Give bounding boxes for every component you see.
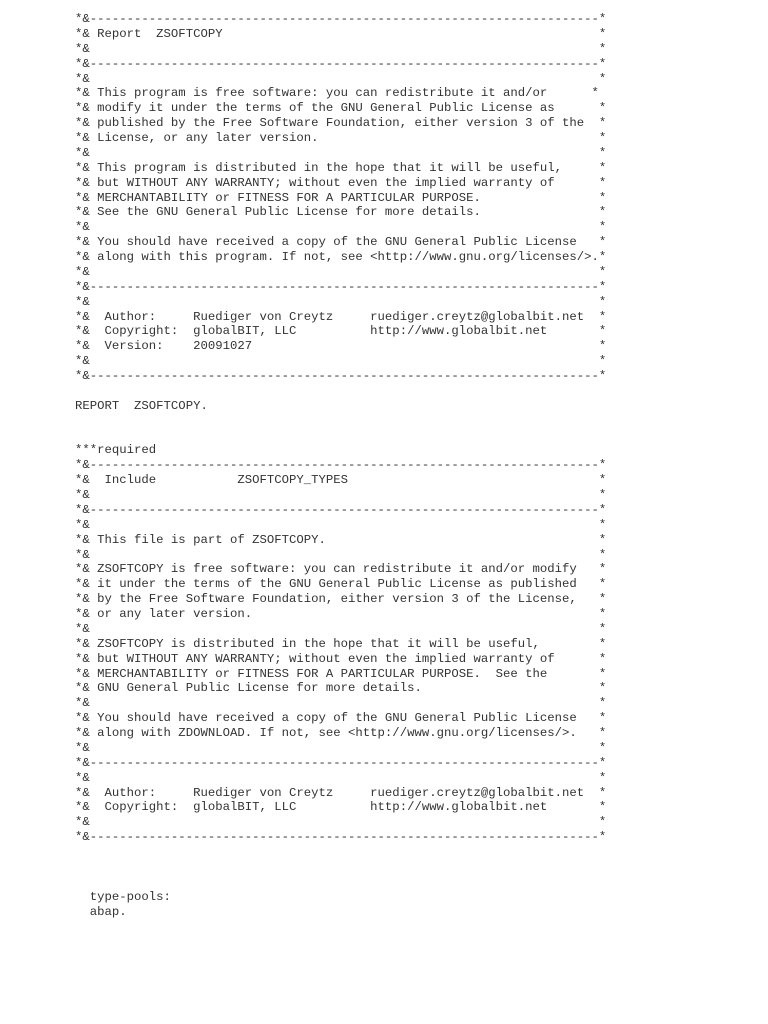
code-line: *& by the Free Software Foundation, either version 3 of the License, *: [75, 592, 607, 607]
code-line: *&---------------------------------------------------------------------*: [75, 458, 607, 473]
source-code-listing: [75, 12, 606, 919]
code-line: *& modify it under the terms of the GNU General Public License as *: [75, 101, 607, 116]
code-line: ***required: [75, 443, 157, 458]
code-line: *& See the GNU General Public License for more details. *: [75, 205, 607, 220]
code-line: *& Author: Ruediger von Creytz ruediger.creytz@globalbit.net *: [75, 785, 607, 800]
code-line: *& This program is free software: you can redistribute it and/or *: [75, 86, 599, 101]
code-line: REPORT ZSOFTCOPY.: [75, 398, 208, 413]
code-line: [75, 429, 606, 444]
code-line: *& Author: Ruediger von Creytz ruediger.creytz@globalbit.net *: [75, 309, 607, 324]
code-line: *& *: [75, 294, 607, 309]
code-line: *& Include ZSOFTCOPY_TYPES *: [75, 473, 607, 488]
code-line: *&---------------------------------------------------------------------*: [75, 755, 607, 770]
code-line: *& it under the terms of the GNU General Public License as published *: [75, 577, 607, 592]
code-line: [75, 875, 606, 890]
code-line: *& MERCHANTABILITY or FITNESS FOR A PARTICULAR PURPOSE. See the *: [75, 666, 607, 681]
code-line: *& *: [75, 488, 607, 502]
code-line: [75, 414, 606, 429]
code-line: *& This file is part of ZSOFTCOPY. *: [75, 532, 607, 547]
code-line: *& MERCHANTABILITY or FITNESS FOR A PARTICULAR PURPOSE. *: [75, 190, 607, 205]
code-line: *& Report ZSOFTCOPY *: [75, 26, 607, 41]
code-line: *& *: [75, 220, 607, 235]
code-line: [75, 384, 606, 399]
code-line: *& Version: 20091027 *: [75, 339, 607, 354]
code-line: *&---------------------------------------------------------------------*: [75, 830, 607, 845]
code-line: *& *: [75, 621, 607, 636]
code-line: [75, 845, 606, 860]
code-line: *& *: [75, 41, 607, 56]
code-line: *& Copyright: globalBIT, LLC http://www.globalbit.net *: [75, 324, 607, 339]
code-line: *& *: [75, 517, 607, 532]
code-line: *& *: [75, 354, 607, 369]
code-line: *& You should have received a copy of the GNU General Public License *: [75, 235, 607, 250]
code-line: *&---------------------------------------------------------------------*: [75, 279, 607, 294]
code-line: *& but WITHOUT ANY WARRANTY; without even the implied warranty of *: [75, 175, 607, 190]
code-line: *& along with ZDOWNLOAD. If not, see <http://www.gnu.org/licenses/>. *: [75, 726, 607, 740]
code-line: *&---------------------------------------------------------------------*: [75, 502, 607, 517]
code-line: *&---------------------------------------------------------------------*: [75, 369, 607, 383]
code-line: *& *: [75, 145, 607, 160]
code-line: [75, 860, 606, 875]
code-line: *& *: [75, 696, 607, 711]
code-line: *& This program is distributed in the hope that it will be useful, *: [75, 160, 607, 175]
code-line: *& ZSOFTCOPY is distributed in the hope that it will be useful, *: [75, 636, 607, 651]
code-line: *& ZSOFTCOPY is free software: you can redistribute it and/or modify *: [75, 562, 607, 577]
code-line: *& *: [75, 547, 607, 562]
code-line: *& *: [75, 770, 607, 785]
code-line: *& You should have received a copy of the GNU General Public License *: [75, 711, 607, 726]
code-line: *& along with this program. If not, see <http://www.gnu.org/licenses/>.*: [75, 250, 607, 264]
code-line: *& License, or any later version. *: [75, 131, 607, 145]
code-line: *&---------------------------------------------------------------------*: [75, 56, 607, 71]
code-line: *&---------------------------------------------------------------------*: [75, 12, 607, 26]
code-line: *& but WITHOUT ANY WARRANTY; without even the implied warranty of *: [75, 651, 607, 666]
code-line: *& *: [75, 740, 607, 755]
code-line: type-pools:: [75, 889, 171, 904]
code-line: *& published by the Free Software Foundation, either version 3 of the *: [75, 116, 607, 131]
code-line: *& *: [75, 815, 607, 830]
code-line: *& GNU General Public License for more details. *: [75, 681, 607, 696]
code-line: *& or any later version. *: [75, 607, 607, 621]
code-line: *& Copyright: globalBIT, LLC http://www.globalbit.net *: [75, 800, 607, 815]
code-line: *& *: [75, 71, 607, 86]
code-line: *& *: [75, 264, 607, 279]
code-line: abap.: [75, 904, 127, 919]
